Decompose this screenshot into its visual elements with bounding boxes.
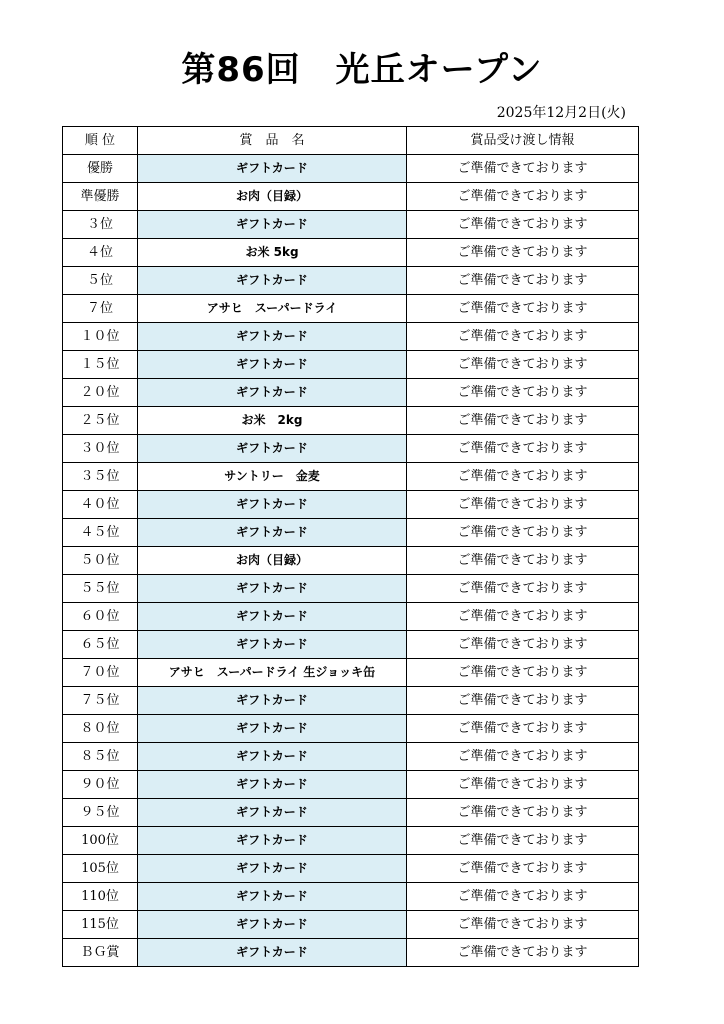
rank-cell: ８５位: [63, 743, 138, 771]
rank-cell: ６０位: [63, 603, 138, 631]
status-cell: ご準備できております: [407, 351, 639, 379]
rank-cell: 115位: [63, 911, 138, 939]
prize-cell: ギフトカード: [138, 211, 407, 239]
prize-cell: ギフトカード: [138, 771, 407, 799]
event-date: 2025年12月2日(火): [496, 105, 626, 121]
prize-cell: サントリー 金麦: [138, 463, 407, 491]
prize-cell: ギフトカード: [138, 687, 407, 715]
rank-cell: ７５位: [63, 687, 138, 715]
table-row: [63, 827, 639, 855]
table-row: [63, 351, 639, 379]
prize-cell: ギフトカード: [138, 603, 407, 631]
table-row: [63, 771, 639, 799]
rank-header: 順 位: [63, 127, 138, 155]
rank-cell: ２０位: [63, 379, 138, 407]
prize-cell: ギフトカード: [138, 939, 407, 967]
status-cell: ご準備できております: [407, 379, 639, 407]
rank-cell: 優勝: [63, 155, 138, 183]
status-cell: ご準備できております: [407, 323, 639, 351]
page-title: 第86回 光丘オープン: [181, 50, 543, 90]
rank-cell: ９５位: [63, 799, 138, 827]
table-row: [63, 855, 639, 883]
status-cell: ご準備できております: [407, 659, 639, 687]
status-cell: ご準備できております: [407, 883, 639, 911]
table-row: [63, 603, 639, 631]
rank-cell: ７位: [63, 295, 138, 323]
rank-cell: １０位: [63, 323, 138, 351]
rank-cell: ４５位: [63, 519, 138, 547]
prize-cell: ギフトカード: [138, 575, 407, 603]
status-cell: ご準備できております: [407, 519, 639, 547]
table-row: [63, 519, 639, 547]
prize-cell: ギフトカード: [138, 827, 407, 855]
table-row: [63, 631, 639, 659]
status-cell: ご準備できております: [407, 687, 639, 715]
rank-cell: １５位: [63, 351, 138, 379]
rank-cell: ３５位: [63, 463, 138, 491]
prize-table: [62, 126, 639, 967]
rank-cell: ３０位: [63, 435, 138, 463]
prize-cell: ギフトカード: [138, 267, 407, 295]
prize-cell: ギフトカード: [138, 715, 407, 743]
prize-cell: お米 2kg: [138, 407, 407, 435]
prize-cell: アサヒ スーパードライ 生ジョッキ缶: [138, 659, 407, 687]
status-cell: ご準備できております: [407, 155, 639, 183]
prize-cell: ギフトカード: [138, 883, 407, 911]
rank-cell: 110位: [63, 883, 138, 911]
status-cell: ご準備できております: [407, 743, 639, 771]
rank-cell: ７０位: [63, 659, 138, 687]
status-cell: ご準備できております: [407, 211, 639, 239]
prize-rows: [63, 155, 639, 967]
status-cell: ご準備できております: [407, 603, 639, 631]
rank-cell: 準優勝: [63, 183, 138, 211]
status-cell: ご準備できております: [407, 267, 639, 295]
status-cell: ご準備できております: [407, 407, 639, 435]
rank-cell: 100位: [63, 827, 138, 855]
status-cell: ご準備できております: [407, 911, 639, 939]
table-row: [63, 911, 639, 939]
table-row: [63, 939, 639, 967]
rank-cell: ２５位: [63, 407, 138, 435]
prize-cell: お米 5kg: [138, 239, 407, 267]
table-row: [63, 687, 639, 715]
status-cell: ご準備できております: [407, 547, 639, 575]
table-row: [63, 295, 639, 323]
table-row: [63, 799, 639, 827]
rank-cell: 105位: [63, 855, 138, 883]
prize-cell: ギフトカード: [138, 519, 407, 547]
rank-cell: ８０位: [63, 715, 138, 743]
table-header-row: [63, 127, 639, 155]
prize-cell: ギフトカード: [138, 911, 407, 939]
table-row: [63, 155, 639, 183]
status-cell: ご準備できております: [407, 463, 639, 491]
table-row: [63, 547, 639, 575]
prize-cell: ギフトカード: [138, 351, 407, 379]
prize-cell: お肉（目録）: [138, 547, 407, 575]
table-row: [63, 183, 639, 211]
rank-cell: ＢＧ賞: [63, 939, 138, 967]
table-row: [63, 575, 639, 603]
prize-cell: ギフトカード: [138, 491, 407, 519]
rank-cell: ４位: [63, 239, 138, 267]
status-cell: ご準備できております: [407, 295, 639, 323]
table-row: [63, 239, 639, 267]
status-cell: ご準備できております: [407, 827, 639, 855]
status-cell: ご準備できております: [407, 183, 639, 211]
table-row: [63, 379, 639, 407]
status-cell: ご準備できております: [407, 239, 639, 267]
rank-cell: ９０位: [63, 771, 138, 799]
table-row: [63, 491, 639, 519]
prize-cell: アサヒ スーパードライ: [138, 295, 407, 323]
status-cell: ご準備できております: [407, 771, 639, 799]
rank-cell: ３位: [63, 211, 138, 239]
prize-cell: お肉（目録）: [138, 183, 407, 211]
prize-cell: ギフトカード: [138, 855, 407, 883]
table-row: [63, 211, 639, 239]
table-row: [63, 267, 639, 295]
rank-cell: ５位: [63, 267, 138, 295]
rank-cell: ５０位: [63, 547, 138, 575]
status-cell: ご準備できております: [407, 491, 639, 519]
status-cell: ご準備できております: [407, 939, 639, 967]
prize-cell: ギフトカード: [138, 799, 407, 827]
table-row: [63, 743, 639, 771]
table-row: [63, 323, 639, 351]
prize-cell: ギフトカード: [138, 435, 407, 463]
prize-cell: ギフトカード: [138, 379, 407, 407]
prize-header: 賞 品 名: [138, 127, 407, 155]
status-cell: ご準備できております: [407, 799, 639, 827]
status-cell: ご準備できております: [407, 631, 639, 659]
rank-cell: ６５位: [63, 631, 138, 659]
rank-cell: ５５位: [63, 575, 138, 603]
info-header: 賞品受け渡し情報: [407, 127, 639, 155]
table-row: [63, 883, 639, 911]
status-cell: ご準備できております: [407, 855, 639, 883]
status-cell: ご準備できております: [407, 715, 639, 743]
table-row: [63, 407, 639, 435]
rank-cell: ４０位: [63, 491, 138, 519]
prize-cell: ギフトカード: [138, 155, 407, 183]
table-row: [63, 435, 639, 463]
table-row: [63, 463, 639, 491]
prize-cell: ギフトカード: [138, 743, 407, 771]
table-row: [63, 659, 639, 687]
prize-cell: ギフトカード: [138, 323, 407, 351]
table-row: [63, 715, 639, 743]
status-cell: ご準備できております: [407, 575, 639, 603]
status-cell: ご準備できております: [407, 435, 639, 463]
prize-cell: ギフトカード: [138, 631, 407, 659]
